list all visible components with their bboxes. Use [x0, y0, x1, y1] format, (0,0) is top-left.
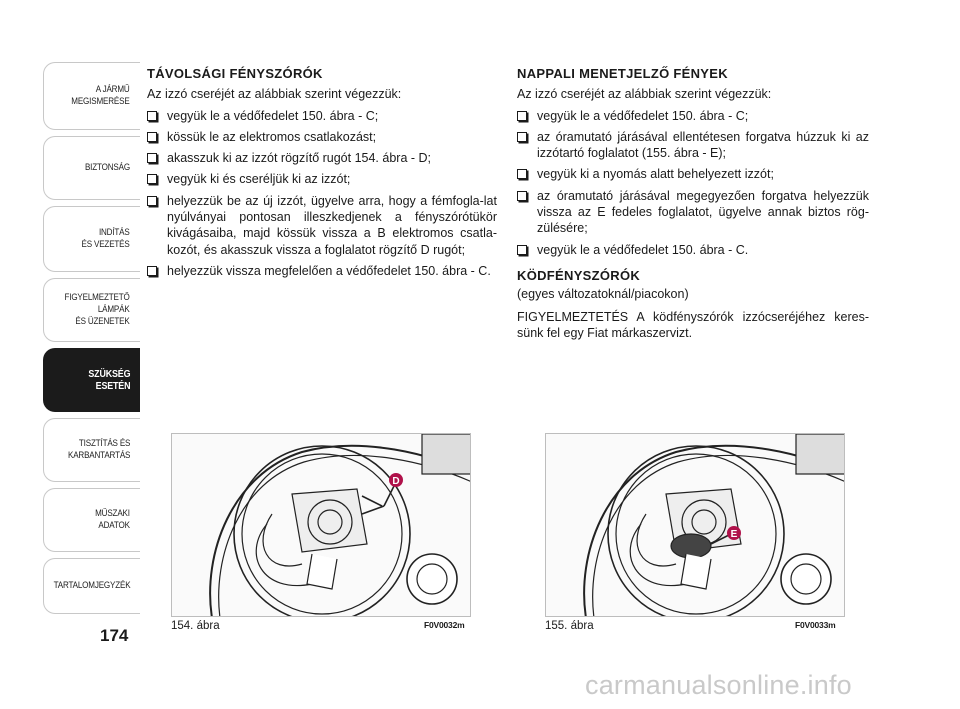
headlamp-illustration [172, 434, 471, 617]
list-item: az óramutató járásával megegyezően forgatva helyezzük vissza az E fedeles foglalatot, ügyelve annak biztos rög-zülésére; [517, 188, 869, 237]
tab-szukseg-eseten[interactable] [43, 348, 140, 412]
list-item: vegyük ki a nyomás alatt behelyezett izzót; [517, 166, 869, 182]
list-item: vegyük le a védőfedelet 150. ábra - C. [517, 242, 869, 258]
figure-code: F0V0032m [424, 620, 465, 630]
tab-label: SZÜKSÉG ESETÉN [88, 368, 130, 392]
list-item: vegyük le a védőfedelet 150. ábra - C; [517, 108, 869, 124]
step-list [147, 108, 497, 280]
tab-a-jarmu-megismerese[interactable] [43, 62, 140, 130]
figure-caption: 155. ábra [545, 620, 594, 632]
section-title-fog-lights: KÖDFÉNYSZÓRÓK [517, 267, 641, 283]
checkbox-bullet-icon [517, 111, 527, 121]
intro-text: Az izzó cseréjét az alábbiak szerint végezzük: [147, 87, 402, 102]
list-item: az óramutató járásával ellentétesen forgatva húzzuk ki az izzótartó foglalatot (155. ábra - E); [517, 129, 869, 162]
checkbox-bullet-icon [147, 153, 157, 163]
list-item: akasszuk ki az izzót rögzítő rugót 154. ábra - D; [147, 150, 497, 166]
list-item: kössük le az elektromos csatlakozást; [147, 129, 497, 145]
tab-tisztitas-es-karbantartas[interactable] [43, 418, 140, 482]
list-item: helyezzük vissza megfelelően a védőfedelet 150. ábra - C. [147, 263, 497, 279]
figure-155-headlamp [545, 433, 845, 617]
tab-label: TISZTÍTÁS ÉS KARBANTARTÁS [67, 438, 130, 461]
step-list [517, 108, 869, 258]
headlamp-illustration [546, 434, 845, 617]
tab-label: A JÁRMŰ MEGISMERÉSE [71, 84, 130, 107]
page-number: 174 [100, 626, 129, 645]
section-title-high-beam: TÁVOLSÁGI FÉNYSZÓRÓK [147, 66, 323, 81]
checkbox-bullet-icon [147, 174, 157, 184]
checkbox-bullet-icon [147, 196, 157, 206]
tab-label: FIGYELMEZTETŐ LÁMPÁK ÉS ÜZENETEK [64, 292, 130, 327]
left-column [147, 66, 497, 285]
figure-code: F0V0033m [795, 620, 836, 630]
tab-biztonsag[interactable] [43, 136, 140, 200]
list-item: vegyük ki és cseréljük ki az izzót; [147, 171, 497, 187]
tab-label: TARTALOMJEGYZÉK [53, 580, 130, 591]
list-item: vegyük le a védőfedelet 150. ábra - C; [147, 108, 497, 124]
checkbox-bullet-icon [517, 132, 527, 142]
subtitle-text: (egyes változatoknál/piacokon) [517, 287, 689, 302]
checkbox-bullet-icon [517, 169, 527, 179]
right-column [517, 66, 869, 346]
checkbox-bullet-icon [147, 132, 157, 142]
marker-e-label: E [730, 529, 738, 540]
tab-label: INDÍTÁS ÉS VEZETÉS [81, 227, 130, 250]
tab-label: BIZTONSÁG [85, 162, 130, 173]
marker-d-label: D [392, 476, 400, 487]
section-title-daytime-lights: NAPPALI MENETJELZŐ FÉNYEK [517, 66, 728, 81]
warning-text: FIGYELMEZTETÉS A ködfényszórók izzócseréjéhez keres-sünk fel egy Fiat márkaszervizt. [517, 309, 869, 340]
intro-text: Az izzó cseréjét az alábbiak szerint végezzük: [517, 87, 772, 102]
figure-caption: 154. ábra [171, 620, 220, 632]
tab-figyelmezteto-lampak[interactable] [43, 278, 140, 342]
list-item: helyezzük be az új izzót, ügyelve arra, hogy a fémfogla-lat nyúlványai pontosan illeszkedjenek a fényszórótükör kivágásaiba, majd kössük vissza a B elektromos csatla-kozót, és akasszuk vissza a foglalatot rögzítő D rugót; [147, 193, 497, 258]
checkbox-bullet-icon [517, 245, 527, 255]
figure-154-headlamp [171, 433, 471, 617]
checkbox-bullet-icon [147, 266, 157, 276]
tab-inditas-es-vezetes[interactable] [43, 206, 140, 272]
watermark: carmanualsonline.info [585, 670, 852, 700]
checkbox-bullet-icon [147, 111, 157, 121]
tab-muszaki-adatok[interactable] [43, 488, 140, 552]
tab-label: MŰSZAKI ADATOK [95, 508, 130, 531]
checkbox-bullet-icon [517, 191, 527, 201]
tab-tartalomjegyzek[interactable] [43, 558, 140, 614]
